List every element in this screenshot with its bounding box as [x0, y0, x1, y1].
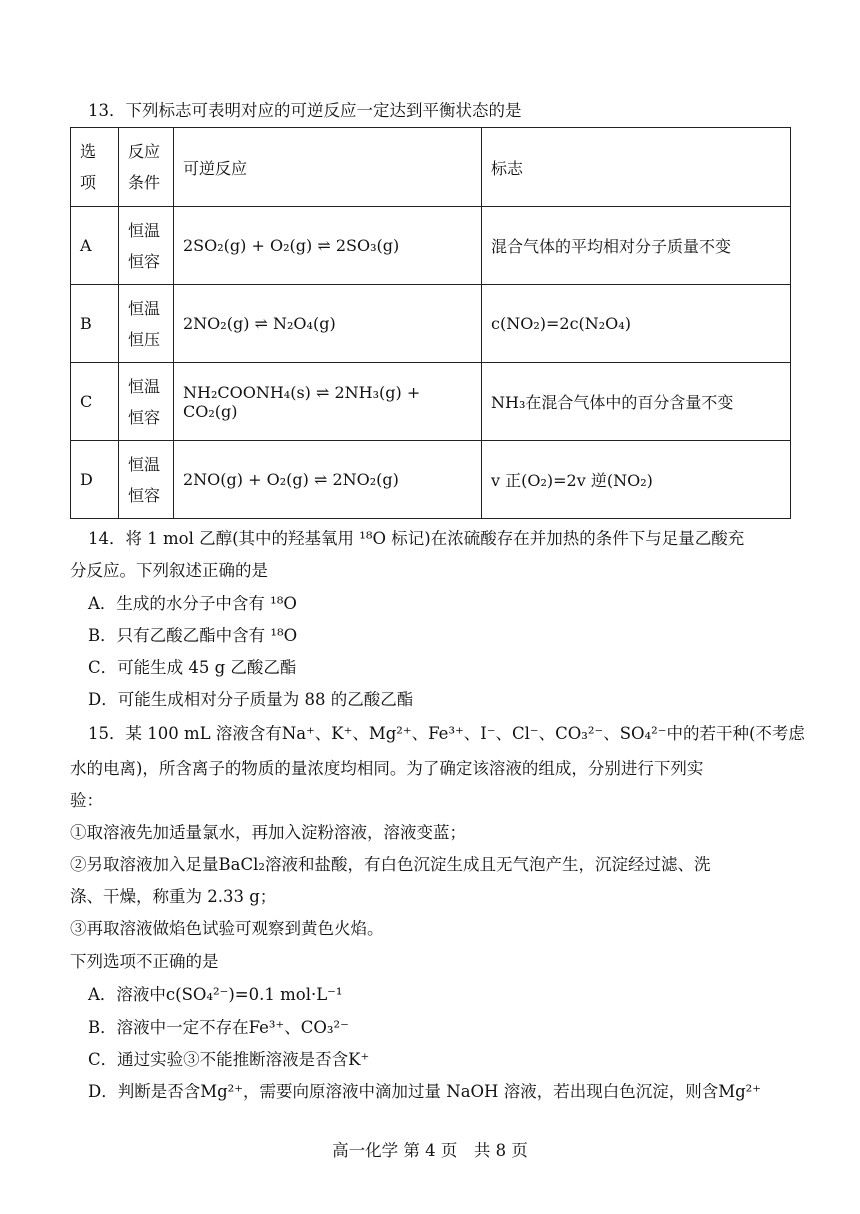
q15-prompt: 下列选项不正确的是 [70, 952, 219, 971]
row-option: A [71, 207, 119, 285]
q15-experiment-2a: ②另取溶液加入足量BaCl₂溶液和盐酸，有白色沉淀生成且无气泡产生，沉淀经过滤、洗 [70, 855, 711, 874]
header-option: 选 项 [71, 128, 119, 207]
row-reaction: 2NO₂(g) ⇌ N₂O₄(g) [174, 285, 482, 363]
row-option: C [71, 363, 119, 441]
q15-experiment-3: ③再取溶液做焰色试验可观察到黄色火焰。 [70, 919, 384, 938]
table-row [71, 207, 791, 285]
page-footer: 高一化学 第 4 页 共 8 页 [332, 1141, 528, 1160]
row-condition: 恒温 恒压 [119, 285, 174, 363]
row-mark: v 正(O₂)=2v 逆(NO₂) [482, 441, 791, 519]
row-option: D [71, 441, 119, 519]
row-mark: c(NO₂)=2c(N₂O₄) [482, 285, 791, 363]
row-condition: 恒温 恒容 [119, 363, 174, 441]
q14-option-d: D．可能生成相对分子质量为 88 的乙酸乙酯 [88, 690, 414, 709]
q13-stem: 13．下列标志可表明对应的可逆反应一定达到平衡状态的是 [88, 101, 522, 120]
header-reaction: 可逆反应 [174, 128, 482, 207]
q14-option-c: C．可能生成 45 g 乙酸乙酯 [88, 658, 297, 677]
row-reaction: 2NO(g) + O₂(g) ⇌ 2NO₂(g) [174, 441, 482, 519]
row-mark: NH₃在混合气体中的百分含量不变 [482, 363, 791, 441]
table-row [71, 441, 791, 519]
q15-option-d: D．判断是否含Mg²⁺，需要向原溶液中滴加过量 NaOH 溶液，若出现白色沉淀，则含Mg²⁺ [88, 1082, 761, 1101]
q15-stem-line-1: 15．某 100 mL 溶液含有Na⁺、K⁺、Mg²⁺、Fe³⁺、I⁻、Cl⁻、CO₃²⁻、SO₄²⁻中的若干种(不考虑 [88, 724, 805, 743]
q14-option-b: B．只有乙酸乙酯中含有 ¹⁸O [88, 626, 298, 645]
row-reaction: NH₂COONH₄(s) ⇌ 2NH₃(g) + CO₂(g) [174, 363, 482, 441]
q15-stem-line-3: 验： [70, 791, 103, 810]
q14-stem-line-2: 分反应。下列叙述正确的是 [70, 561, 268, 580]
row-reaction: 2SO₂(g) + O₂(g) ⇌ 2SO₃(g) [174, 207, 482, 285]
q15-option-b: B．溶液中一定不存在Fe³⁺、CO₃²⁻ [88, 1018, 349, 1037]
q14-option-a: A．生成的水分子中含有 ¹⁸O [88, 594, 297, 613]
q15-stem-line-2: 水的电离)，所含离子的物质的量浓度均相同。为了确定该溶液的组成，分别进行下列实 [70, 759, 704, 778]
row-option: B [71, 285, 119, 363]
q14-stem-line-1: 14．将 1 mol 乙醇(其中的羟基氧用 ¹⁸O 标记)在浓硫酸存在并加热的条件下与足量乙酸充 [88, 529, 745, 548]
row-mark: 混合气体的平均相对分子质量不变 [482, 207, 791, 285]
table-row [71, 363, 791, 441]
q15-option-c: C．通过实验③不能推断溶液是否含K⁺ [88, 1050, 370, 1069]
q15-experiment-2b: 涤、干燥，称重为 2.33 g； [70, 887, 277, 906]
table-header-row [71, 128, 791, 207]
header-mark: 标志 [482, 128, 791, 207]
q15-experiment-1: ①取溶液先加适量氯水，再加入淀粉溶液，溶液变蓝； [70, 823, 466, 842]
table-row [71, 285, 791, 363]
row-condition: 恒温 恒容 [119, 207, 174, 285]
header-condition: 反应 条件 [119, 128, 174, 207]
q15-option-a: A．溶液中c(SO₄²⁻)=0.1 mol·L⁻¹ [88, 985, 343, 1004]
row-condition: 恒温 恒容 [119, 441, 174, 519]
q13-table [70, 127, 791, 519]
